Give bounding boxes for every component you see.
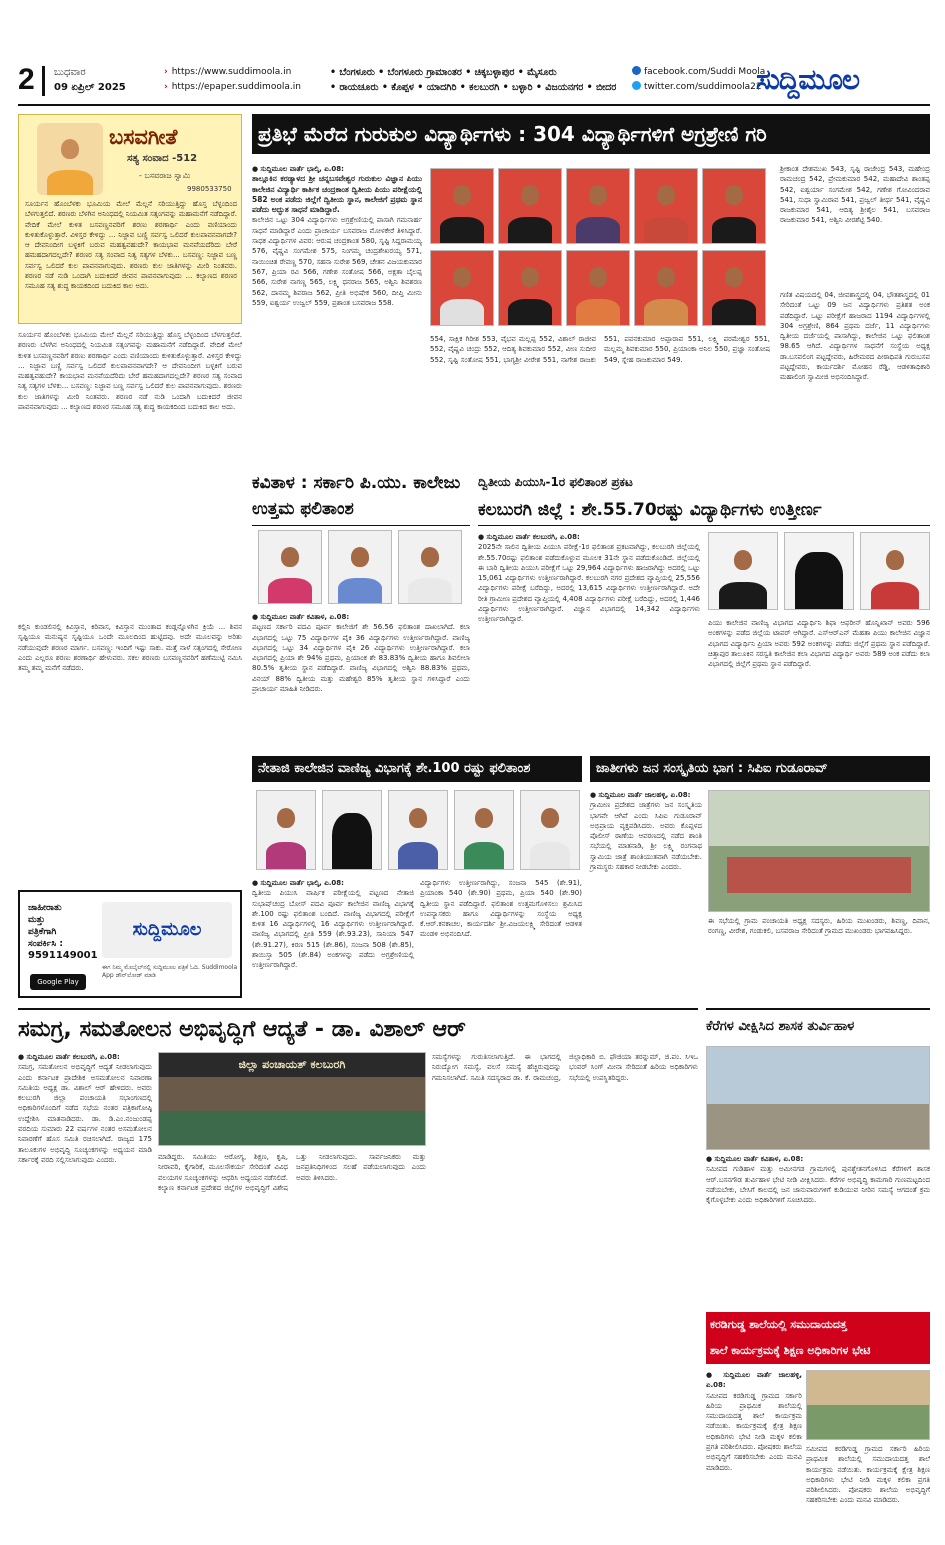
story-headline: ಕವಿತಾಳ : ಸರ್ಕಾರಿ ಪಿ.ಯು. ಕಾಲೇಜು ಉತ್ತಮ ಫಲಿತಾಂಶ <box>252 470 470 526</box>
story-dateline: ● ಸುದ್ದಿಮೂಲ ವಾರ್ತೆ ಭಾಲ್ಕಿ, ಏ.08: <box>252 165 344 173</box>
column-body-continued: ಸೂರ್ಯನ ಹೊಂಬೆಳಕು ಭೂಮಿಯ ಮೇಲೆ ಮೆಲ್ಲನೆ ಸರಿಯುತ್ತಿದ್ದು ಹೊಸ್ತ ಬೆಳ್ಳಂದಿಂದ ಬೆಳಗುತ್ತಲಿದೆ. ಶರಣರು ಬೆಳಗಿನ ಅನಿಂಧದಲ್ಲಿ ನಿಯಮಿತ ಸತ್ಸಂಗವನ್ನು ಮಹಾಮನೆಗೆ ನಡೆದಿದ್ದಾರೆ. ವೇದಿಕೆ ಮೇಲೆ ಕುಳಿತ ಬಸವಣ್ಣನವರಿಗೆ ಶರಣು ಶರಣಾರ್ಥಿ ಎಂದು ವಣಿಯಾಂದು ಕುಳಿತುಕೊಳ್ಳುತ್ತಾರೆ. ವಿಳಿಸ್ತರ ಕೇಳಿದ್ದು ... ನಿಜ್ಜಾವ ಬಣ್ಣಿ ಸರ್ವಸ್ವ ಒಲಿದರೆ ಕುಲಪಾವನವಾಗದೇ? ಆ ದೇವನಿಂದೀಗ ಬಳ್ಳಕಿಗೆ ಬರುವ ಮಹತ್ವವಹುದೇ? ಕಾಯಭಾವ ಮನವೆಯದೆರಿದು ಬೇರೆ ಹಮಹದಾಗದಲ್ಲದೇ? ಶರಣರ ಸತ್ಯ ಸಂವಾದ ನಿತ್ಯ ಸತ್ಯಗಳ ಬೆಳಕು... ಬಸವಣ್ಣ: ನಿಜ್ಜಾವ ಬಣ್ಣ ಸರ್ವಸ್ವ ಒಲಿದರೆ ಕುಲ ಪಾವನವಾಗುವುದು. ಶರಣರು ಕುಲ ಜಾತಿಗಳನ್ನು ಮೀರಿ ನಿಂತವರು. ಶರಣರ ನಡೆ ನುಡಿ ಒಂದಾಗಿ ಬದುಕಿದರೆ ಜೀವನ ಪಾವನವಾಗುವುದು ... ಕಲ್ಯಾಣದ ಶರಣರ ಸಮೂಹ ಸತ್ಯ ಶುದ್ಧ ಕಾಯಕದಿಂದ ಬದುಕಿದ ಕಾಲ ಅದು. <box>18 331 242 412</box>
story-dateline: ● ಸುದ್ದಿಮೂಲ ವಾರ್ತೆ ಕಲಬುರಗಿ, ಏ.08: <box>478 533 580 541</box>
student-photo <box>498 250 562 326</box>
student-photo <box>398 530 462 604</box>
website-link[interactable]: https://www.suddimoola.in <box>171 67 292 77</box>
story-headline: ಕಲಬುರಗಿ ಜಿಲ್ಲೆ : ಶೇ.55.70ರಷ್ಟು ವಿದ್ಯಾರ್ಥಿಗಳು ಉತ್ತೀರ್ಣ <box>478 494 930 526</box>
student-photo <box>784 532 854 610</box>
story-dateline: ● ಸುದ್ದಿಮೂಲ ವಾರ್ತೆ ಭಾಲ್ಕಿ, ಏ.08: <box>252 879 344 887</box>
newspaper-logo: ಸುದ್ದಿಮೂಲ <box>756 63 860 96</box>
story-body <box>252 612 470 748</box>
student-photo <box>634 168 698 244</box>
story-paragraph: 2025ನೇ ಸಾಲಿನ ದ್ವಿತೀಯ ಪಿಯುಸಿ ಪರೀಕ್ಷೆ-1ರ ಫಲಿತಾಂಶ ಪ್ರಕಟವಾಗಿದ್ದು, ಕಲಬುರಗಿ ಜಿಲ್ಲೆಯಲ್ಲಿ ಶೇ.55.70ರಷ್ಟು ಫಲಿತಾಂಶ ಪಡೆದುಕೊಳ್ಳುವ ಮೂಲಕ 31ನೇ ಸ್ಥಾನ ಪಡೆದುಕೊಂಡಿದೆ. ಜಿಲ್ಲೆಯಲ್ಲಿ ಈ ಬಾರಿ ದ್ವಿತೀಯ ಪಿಯುಸಿ ಪರೀಕ್ಷೆಗೆ ಒಟ್ಟು 29,964 ವಿದ್ಯಾರ್ಥಿಗಳು ಹಾಜರಾಗಿದ್ದು ಅದರಲ್ಲಿ ಒಟ್ಟು 15,061 ವಿದ್ಯಾರ್ಥಿಗಳು ಉತ್ತೀರ್ಣರಾಗಿದ್ದಾರೆ. ಕಲಬುರಗಿ ನಗರ ಪ್ರದೇಶದ ವ್ಯಾಪ್ತಿಯಲ್ಲಿ 25,556 ವಿದ್ಯಾರ್ಥಿಗಳು ಪರೀಕ್ಷೆ ಬರೆದಿದ್ದು, ಅದರಲ್ಲಿ 13,615 ವಿದ್ಯಾರ್ಥಿಗಳು ಉತ್ತೀರ್ಣರಾಗಿದ್ದಾರೆ. ಅದೇ ರೀತಿ ಗ್ರಾಮೀಣ ಪ್ರದೇಶದ ವ್ಯಾಪ್ತಿಯಲ್ಲಿ 4,408 ವಿದ್ಯಾರ್ಥಿಗಳು ಪರೀಕ್ಷೆ ಬರೆದಿದ್ದು, ಅದರಲ್ಲಿ 1,446 ವಿದ್ಯಾರ್ಥಿಗಳು ಉತ್ತೀರ್ಣರಾಗಿದ್ದಾರೆ. ವಿಜ್ಞಾನ ವಿಭಾಗದಲ್ಲಿ 14,342 ವಿದ್ಯಾರ್ಥಿಗಳು ಉತ್ತೀರ್ಣರಾಗಿದ್ದಾರೆ. <box>478 543 700 624</box>
student-photo <box>860 532 930 610</box>
page-number: 2 <box>18 63 35 96</box>
author-phone: 9980533750 <box>187 185 232 193</box>
student-photo <box>454 790 514 870</box>
story-paragraph: ಸಮೀಪದ ಗುಡಿಹಾಳ ಮತ್ತು ಅಮೀನಗಡ ಗ್ರಾಮಗಳಲ್ಲಿ ಪುನಶ್ಚೇತನಗೊಳಿಸಿದ ಕೆರೆಗಳಿಗೆ ಶಾಸಕ ಆರ್.ಬಸನಗೌಡ ತುರ್ವಿಹಾಳ ಭೇಟಿ ನೀಡಿ ವೀಕ್ಷಿಸಿದರು. ಕೆರೆಗಳ ಅಭಿವೃದ್ಧಿ ಕಾಮಗಾರಿ ಗುಣಮಟ್ಟದಿಂದ ನಡೆಯಬೇಕು, ಬೇಸಿಗೆ ಕಾಲದಲ್ಲಿ ಜನ ಜಾನುವಾರುಗಳಿಗೆ ಕುಡಿಯುವ ನೀರಿನ ಸಮಸ್ಯೆ ಆಗದಂತೆ ಕ್ರಮ ಕೈಗೊಳ್ಳಬೇಕು ಎಂದು ಅಧಿಕಾರಿಗಳಿಗೆ ಸೂಚಿಸಿದರು. <box>706 1165 930 1205</box>
story-body <box>252 164 422 454</box>
social-links <box>632 65 765 95</box>
story-headline: ಪ್ರತಿಭೆ ಮೆರೆದ ಗುರುಕುಲ ವಿದ್ಯಾರ್ಥಿಗಳು : 304 ವಿದ್ಯಾರ್ಥಿಗಳಿಗೆ ಅಗ್ರಶ್ರೇಣಿ ಗರಿ <box>252 114 930 154</box>
story-dateline: ● ಸುದ್ದಿಮೂಲ ವಾರ್ತೆ ಕವಿತಾಳ, ಏ.08: <box>706 1155 804 1163</box>
masthead-date <box>54 65 126 95</box>
arrow-icon: › <box>164 67 168 77</box>
story-photos <box>708 532 930 612</box>
lake-inspection-photo <box>706 1046 930 1150</box>
student-photo <box>328 530 392 604</box>
story-body <box>590 790 702 998</box>
story-body: ಈ ಸಭೆಯಲ್ಲಿ ಗ್ರಾಮ ಪಂಚಾಯತಿ ಅಧ್ಯಕ್ಷ ಸದಸ್ಯರು, ಹಿರಿಯ ಮುಖಂಡರು, ಶಿವಣ್ಣ, ದಿವಾನ, ರಂಗಣ್ಣ, ವೀರೇಶ, ಗಂಡುಕಲಿ, ಬಸವರಾಜ ಸೇರಿದಂತೆ ಗ್ರಾಮದ ಮುಖಂಡರು ಭಾಗವಹಿಸಿದ್ದರು. <box>708 917 930 936</box>
facebook-icon <box>632 66 641 75</box>
story-headline: ಕರಡಿಗುಡ್ಡ ಶಾಲೆಯಲ್ಲಿ ಸಮುದಾಯದತ್ತ ಶಾಲೆ ಕಾರ್ಯಕ್ರಮಕ್ಕೆ ಶಿಕ್ಷಣ ಅಧಿಕಾರಿಗಳ ಭೇಟಿ <box>706 1312 930 1364</box>
site-links <box>164 65 301 95</box>
district-row: • ಬೆಂಗಳೂರು • ಬೆಂಗಳೂರು ಗ್ರಾಮಾಂತರ • ಚಿಕ್ಕಬಳ್ಳಾಪುರ • ಮೈಸೂರು <box>330 67 557 78</box>
story-dateline: ● ಸುದ್ದಿಮೂಲ ವಾರ್ತೆ ಕಲಬುರಗಿ, ಏ.08: <box>18 1053 120 1061</box>
twitter-link[interactable]: twitter.com/suddimoola22 <box>644 82 762 92</box>
portrait-illustration <box>37 123 103 195</box>
facebook-link[interactable]: facebook.com/Suddi Moola <box>644 67 766 77</box>
column-body: ಸೂರ್ಯನ ಹೊಂಬೆಳಕು ಭೂಮಿಯ ಮೇಲೆ ಮೆಲ್ಲನೆ ಸರಿಯುತ್ತಿದ್ದು ಹೊಸ್ತ ಬೆಳ್ಳಂದಿಂದ ಬೆಳಗುತ್ತಲಿದೆ. ಶರಣರು ಬೆಳಗಿನ ಅನಿಂಧದಲ್ಲಿ ನಿಯಮಿತ ಸತ್ಸಂಗವನ್ನು ಮಹಾಮನೆಗೆ ನಡೆದಿದ್ದಾರೆ. ವೇದಿಕೆ ಮೇಲೆ ಕುಳಿತ ಬಸವಣ್ಣನವರಿಗೆ ಶರಣು ಶರಣಾರ್ಥಿ ಎಂದು ವಣಿಯಾಂದು ಕುಳಿತುಕೊಳ್ಳುತ್ತಾರೆ. ವಿಳಿಸ್ತರ ಕೇಳಿದ್ದು ... ನಿಜ್ಜಾವ ಬಣ್ಣಿ ಸರ್ವಸ್ವ ಒಲಿದರೆ ಕುಲಪಾವನವಾಗದೇ? ಆ ದೇವನಿಂದೀಗ ಬಳ್ಳಕಿಗೆ ಬರುವ ಮಹತ್ವವಹುದೇ? ಕಾಯಭಾವ ಮನವೆಯದೆರಿದು ಬೇರೆ ಹಮಹದಾಗದಲ್ಲದೇ? ಶರಣರ ಸತ್ಯ ಸಂವಾದ ನಿತ್ಯ ಸತ್ಯಗಳ ಬೆಳಕು... ಬಸವಣ್ಣ: ನಿಜ್ಜಾವ ಬಣ್ಣ ಸರ್ವಸ್ವ ಒಲಿದರೆ ಕುಲ ಪಾವನವಾಗುವುದು. ಶರಣರು ಕುಲ ಜಾತಿಗಳನ್ನು ಮೀರಿ ನಿಂತವರು. ಶರಣರ ನಡೆ ನುಡಿ ಒಂದಾಗಿ ಬದುಕಿದರೆ ಜೀವನ ಪಾವನವಾಗುವುದು ... ಕಲ್ಯಾಣದ ಶರಣರ ಸಮೂಹ ಸತ್ಯ ಶುದ್ಧ ಕಾಯಕದಿಂದ ಬದುಕಿದ ಕಾಲ ಅದು. <box>25 200 237 291</box>
story-photos <box>430 168 770 328</box>
divider <box>42 66 45 96</box>
story-body: ಗಣಿತ ವಿಷಯದಲ್ಲಿ 04, ಜೀವಶಾಸ್ತ್ರದಲ್ಲಿ 04, ಭೌತಶಾಸ್ತ್ರದಲ್ಲಿ 01 ಸೇರಿದಂತೆ ಒಟ್ಟು 09 ಜನ ವಿದ್ಯಾರ್ಥಿಗಳು ಪ್ರತಿಶತ ಅಂಕ ಪಡೆದಿದ್ದಾರೆ. ಒಟ್ಟು ಪರೀಕ್ಷೆಗೆ ಹಾಜರಾದ 1194 ವಿದ್ಯಾರ್ಥಿಗಳಲ್ಲಿ 304 ಅಗ್ರಶ್ರೇಣಿ, 864 ಪ್ರಥಮ ದರ್ಜೆ, 11 ವಿದ್ಯಾರ್ಥಿಗಳು ದ್ವಿತೀಯ ದರ್ಜೆಯಲ್ಲಿ ಪಾಸಾಗಿದ್ದು, ಕಾಲೇಜಿನ ಒಟ್ಟು ಫಲಿತಾಂಶ 98.65 ಆಗಿದೆ. ವಿದ್ಯಾರ್ಥಿಗಳ ಸಾಧನೆಗೆ ಸಂಸ್ಥೆಯ ಅಧ್ಯಕ್ಷ ಡಾ.ಬಸವಲಿಂಗ ಪಟ್ಟದ್ದೇವರು, ಹಿರೇಮಠದ ಪೀಠಾಧಿಪತಿ ಗುರುಬಸವ ಪಟ್ಟದ್ದೇವರು, ಕಾರ್ಯದರ್ಶಿ ಮೋಹನ ರೆಡ್ಡಿ, ಆಡಳಿತಾಧಿಕಾರಿ ಮಹಾಲಿಂಗ ಸ್ವಾಮೀಜಿ ಅಭಿನಂದಿಸಿದ್ದಾರೆ. <box>780 291 930 382</box>
header-rule <box>18 104 930 106</box>
story-dateline: ● ಸುದ್ದಿಮೂಲ ವಾರ್ತೆ ಜಾಲಹಳ್ಳಿ, ಏ.08: <box>590 791 691 799</box>
story-headline: ಸಮಗ್ರ, ಸಮತೋಲನ ಅಭಿವೃದ್ಧಿಗೆ ಆದ್ಯತೆ - ಡಾ. ವಿಶಾಲ್ ಆರ್ <box>18 1008 698 1048</box>
date: 09 ಏಪ್ರಿಲ್ 2025 <box>54 82 126 93</box>
ad-title: ಜಾಹೀರಾತು ಮತ್ತು ಪತ್ರಿಕೆಗಾಗಿ ಸಂಪರ್ಕಿಸಿ : <box>28 903 63 949</box>
student-photo <box>520 790 580 870</box>
story-dateline: ● ಸುದ್ದಿಮೂಲ ವಾರ್ತೆ ಕವಿತಾಳ, ಏ.08: <box>252 613 350 621</box>
story-paragraph: ಸಮೀಪದ ಕರಡಿಗುಡ್ಡ ಗ್ರಾಮದ ಸರ್ಕಾರಿ ಹಿರಿಯ ಪ್ರಾಥಮಿಕ ಶಾಲೆಯಲ್ಲಿ ಸಮುದಾಯದತ್ತ ಶಾಲೆ ಕಾರ್ಯಕ್ರಮ ನಡೆಯಿತು. ಕಾರ್ಯಕ್ರಮಕ್ಕೆ ಕ್ಷೇತ್ರ ಶಿಕ್ಷಣ ಅಧಿಕಾರಿಗಳು ಭೇಟಿ ನೀಡಿ ಮಕ್ಕಳ ಕಲಿಕಾ ಪ್ರಗತಿ ಪರಿಶೀಲಿಸಿದರು. ಪೋಷಕರು ಶಾಲೆಯ ಅಭಿವೃದ್ಧಿಗೆ ಸಹಕರಿಸಬೇಕು ಎಂದು ಮನವಿ ಮಾಡಿದರು. <box>706 1391 802 1472</box>
ad-logo: ಸುದ್ದಿಮೂಲ <box>102 902 232 958</box>
story-body <box>478 532 700 748</box>
student-photo <box>388 790 448 870</box>
column-author: - ಬಸವರಾಜ ಸ್ವಾಮಿ <box>139 171 191 180</box>
story-paragraph: ಗ್ರಾಮೀಣ ಪ್ರದೇಶದ ಜಾತ್ರೆಗಳು ಜನ ಸಂಸ್ಕೃತಿಯ ಭಾಗವೇ ಆಗಿವೆ ಎಂದು ಸಿಪಿಐ ಗುಡೂರಾವ್ ಅಭಿಪ್ರಾಯ ವ್ಯಕ್ತಪಡಿಸಿದರು. ಅವರು ಕೊಪ್ಪಳದ ಪೊಲೀಸ್ ಠಾಣೆಯ ಆವರಣದಲ್ಲಿ ನಡೆದ ಶಾಂತಿ ಸಭೆಯಲ್ಲಿ ಮಾತನಾಡಿ, ಶ್ರೀ ಲಕ್ಷ್ಮಿ ರಂಗನಾಥ ಸ್ವಾಮಿಯ ಜಾತ್ರೆ ಶಾಂತಿಯುತವಾಗಿ ನಡೆಯಬೇಕು. ಗ್ರಾಮಸ್ಥರು ಸಹಕಾರ ನೀಡಬೇಕು ಎಂದರು. <box>590 801 702 872</box>
student-photo <box>498 168 562 244</box>
story-body: ಪಿಯು ಕಾಲೇಜಿನ ವಾಣಿಜ್ಯ ವಿಭಾಗದ ವಿದ್ಯಾರ್ಥಿನಿ ಶಿಫಾ ಆಫರೀನ್ ಹೊನ್ನಿಖಾನ್ ಅವರು 596 ಅಂಕಗಳನ್ನು ಪಡೆದ ಜಿಲ್ಲೆಯ ಟಾಪರ್ ಆಗಿದ್ದಾರೆ. ಎಸ್‌ಆರ್‌ಎನ್ ಮೆಹತಾ ಪಿಯು ಕಾಲೇಜಿನ ವಿಜ್ಞಾನ ವಿಭಾಗದ ವಿದ್ಯಾರ್ಥಿನಿ ಪ್ರಿಯಾ ಅವರು 592 ಅಂಕಗಳನ್ನು ಪಡೆದು ಜಿಲ್ಲೆಗೆ ಪ್ರಥಮ ಸ್ಥಾನ ಪಡೆದಿದ್ದಾರೆ. ಚಿತ್ತಾಪುರ ತಾಲೂಕಿನ ಸರಸ್ವತಿ ಕಾಲೇಜಿನ ಕಲಾ ವಿಭಾಗದ ವಿದ್ಯಾರ್ಥಿ ಅವರು 589 ಅಂಕ ಪಡೆದು ಕಲಾ ವಿಭಾಗದಲ್ಲಿ ಜಿಲ್ಲೆಗೆ ಪ್ರಥಮ ಸ್ಥಾನ ಪಡೆದಿದ್ದಾರೆ. <box>708 619 930 669</box>
day: ಬುಧವಾರ <box>54 67 86 78</box>
student-photo <box>566 250 630 326</box>
press-meet-photo <box>158 1052 426 1146</box>
story-paragraph: ಸಮಗ್ರ, ಸಮತೋಲನ ಅಭಿವೃದ್ಧಿಗೆ ಆದ್ಯತೆ ನೀಡಲಾಗುವುದು ಎಂದು ಕರ್ನಾಟಕ ಪ್ರಾದೇಶಿಕ ಅಸಮತೋಲನ ನಿವಾರಣಾ ಸಮಿತಿಯ ಅಧ್ಯಕ್ಷ ಡಾ. ವಿಶಾಲ್ ಆರ್ ಹೇಳಿದರು. ಅವರು ಕಲಬುರಗಿ ಜಿಲ್ಲಾ ಪಂಚಾಯತಿ ಸಭಾಂಗಣದಲ್ಲಿ ಅಧಿಕಾರಿಗಳೊಂದಿಗೆ ನಡೆದ ಸಭೆಯ ನಂತರ ಪತ್ರಿಕಾಗೋಷ್ಠಿ ಉದ್ದೇಶಿಸಿ ಮಾತನಾಡಿದರು. ಡಾ. ಡಿ.ಎಂ.ನಂಜುಂಡಪ್ಪ ವರದಿಯ ಸುಮಾರು 22 ವರ್ಷಗಳ ನಂತರ ಅಸಮತೋಲನ ನಿವಾರಣೆಗೆ ಹೊಸ ಸಮಿತಿ ರಚಿಸಲಾಗಿದೆ. ರಾಜ್ಯದ 175 ತಾಲೂಕುಗಳ ಅಭಿವೃದ್ಧಿ ಸೂಚ್ಯಂಕಗಳನ್ನು ಅಧ್ಯಯನ ಮಾಡಿ ಸರ್ಕಾರಕ್ಕೆ ವರದಿ ಸಲ್ಲಿಸಲಾಗುವುದು ಎಂದರು. <box>18 1063 152 1164</box>
basava-gite-header <box>18 114 242 324</box>
story-kicker: ದ್ವಿತೀಯ ಪಿಯುಸಿ-1ರ ಫಲಿತಾಂಶ ಪ್ರಕಟ <box>478 475 633 489</box>
story-body <box>706 1154 930 1306</box>
story-body: ಮಾಡಿದ್ದರು. ಸಮಿತಿಯು ಆರೋಗ್ಯ, ಶಿಕ್ಷಣ, ಕೃಷಿ, ನೀರಾವರಿ, ಕೈಗಾರಿಕೆ, ಮೂಲಸೌಕರ್ಯ ಸೇರಿದಂತೆ ವಿವಿಧ ವಲಯಗಳ ಸೂಚ್ಯಂಕಗಳನ್ನು ಆಧರಿಸಿ ಅಧ್ಯಯನ ನಡೆಸಲಿದೆ. ಕಲ್ಯಾಣ ಕರ್ನಾಟಕ ಪ್ರದೇಶದ ಜಿಲ್ಲೆಗಳ ಅಭಿವೃದ್ಧಿಗೆ ವಿಶೇಷ ಒತ್ತು ನೀಡಲಾಗುವುದು. ಸಾರ್ವಜನಿಕರು ಮತ್ತು ಜನಪ್ರತಿನಿಧಿಗಳಿಂದ ಸಲಹೆ ಪಡೆಯಲಾಗುವುದು ಎಂದು ಅವರು ತಿಳಿಸಿದರು. <box>158 1153 426 1192</box>
story-photos <box>256 790 580 872</box>
ad-footer: ಈಗ ನಿಮ್ಮ ಮೊಬೈಲ್‌ನಲ್ಲಿ ಸುದ್ದಿಮೂಲ ಪತ್ರಿಕೆ ಓದಿ. Suddimoola App ಡೌನ್‌ಲೋಡ್ ಮಾಡಿ <box>102 964 238 979</box>
story-photos <box>258 530 464 606</box>
epaper-link[interactable]: https://epaper.suddimoola.in <box>171 82 301 92</box>
student-photo <box>430 168 494 244</box>
story-paragraph: ಪಟ್ಟಣದ ಸರ್ಕಾರಿ ಪದವಿ ಪೂರ್ವ ಕಾಲೇಜಿಗೆ ಶೇ 56.56 ಫಲಿತಾಂಶ ದಾಖಲಾಗಿದೆ. ಕಲಾ ವಿಭಾಗದಲ್ಲಿ ಒಟ್ಟು 75 ವಿದ್ಯಾರ್ಥಿಗಳ ಪೈಕಿ 36 ವಿದ್ಯಾರ್ಥಿಗಳು ಉತ್ತೀರ್ಣರಾಗಿದ್ದಾರೆ. ವಾಣಿಜ್ಯ ವಿಭಾಗದಲ್ಲಿ ಒಟ್ಟು 34 ವಿದ್ಯಾರ್ಥಿಗಳ ಪೈಕಿ 26 ವಿದ್ಯಾರ್ಥಿಗಳು ಉತ್ತೀರ್ಣರಾಗಿದ್ದಾರೆ. ಕಲಾ ವಿಭಾಗದಲ್ಲಿ ಪ್ರಿಯಾ ಶೇ 94% ಪ್ರಥಮ, ಪ್ರಿಯಾಂಕ ಶೇ 83.83% ದ್ವಿತೀಯ ಹಾಗೂ ಶಿವಲೀಲಾ 80.5% ತೃತೀಯ ಸ್ಥಾನ ಪಡೆದಿದ್ದಾರೆ. ವಾಣಿಜ್ಯ ವಿಭಾಗದಲ್ಲಿ ಅಶ್ವಿನಿ 88.83% ಪ್ರಥಮ, ವಿನಯ್ 88% ದ್ವಿತೀಯ ಮತ್ತು ಮಹೇಶ್ವರಿ 85% ತೃತೀಯ ಸ್ಥಾನ ಗಳಿಸಿದ್ದಾರೆ ಎಂದು ಪ್ರಾಚಾರ್ಯ ಮಾಹಿತಿ ನೀಡಿದರು. <box>252 623 470 694</box>
story-body <box>252 878 414 998</box>
district-row: • ರಾಯಚೂರು • ಕೊಪ್ಪಳ • ಯಾದಗಿರಿ • ಕಲಬುರಗಿ • ಬಳ್ಳಾರಿ • ವಿಜಯನಗರ • ಬೀದರ <box>330 82 617 93</box>
teacher-photo <box>256 790 316 870</box>
story-body: ಶ್ರೀಕಾಂತ ದೇಶಮುಖ 543, ಸೃಷ್ಟಿ ರಾಜೇಂದ್ರ 543, ಮಹೇಂದ್ರ ರಾಮಚಂದ್ರ 542, ಪ್ರೇಮಕುಮಾರ 542, ಮಹಾದೇವಿ ಶಾಂತಪ್ಪ 542, ಐಶ್ವರ್ಯಾ ಸಂಗಮೇಶ 542, ಗಣೇಶ ಗೋವಿಂದರಾವ 541, ಸುಧಾ ಸ್ವಾಮಿರಾವ 541, ಪ್ರಜ್ವಲ್ ತೀರ್ಥ 541, ವೈಷ್ಣವಿ ರಾಜಕುಮಾರ 541, ಆದಿತ್ಯ ಶ್ರೀಶೈಲ 541, ಬಸವರಾಜ ರಾಜಕುಮಾರ 541, ಅಶ್ವಿನಿ ವೀರಶೆಟ್ಟಿ 540. <box>780 165 930 225</box>
story-body: ವಿದ್ಯಾರ್ಥಿಗಳು ಉತ್ತೀರ್ಣರಾಗಿದ್ದು, ಸಂಜನಾ 545 (ಶೇ.91), ಪ್ರಿಯಾಂಕಾ 540 (ಶೇ.90) ಪ್ರಥಮ, ಪ್ರಿಯಾ 540 (ಶೇ.90) ದ್ವಿತೀಯ ಸ್ಥಾನ ಪಡೆದಿದ್ದಾರೆ. ಫಲಿತಾಂಶ ಉತ್ತಮಗೊಳಿಸಲು ಶ್ರಮಿಸಿದ ಉಪನ್ಯಾಸಕರು ಹಾಗೂ ವಿದ್ಯಾರ್ಥಿಗಳನ್ನು ಸಂಸ್ಥೆಯ ಅಧ್ಯಕ್ಷ ಕೆ.ಆರ್.ಕನಕಾಚಲ, ಕಾರ್ಯದರ್ಶಿ ಶ್ರೀ.ವಿಜಯಲಕ್ಷ್ಮಿ ಸೇರಿದಂತೆ ಆಡಳಿತ ಮಂಡಳಿ ಅಭಿನಂದಿಸಿದೆ. <box>420 879 582 939</box>
story-body: 554, ಸಾಕ್ಷಿಕ ಗಿರೀಶ 553, ವೈಭವ ಮಲ್ಲಪ್ಪ 552, ವಿಶಾಲ್ ರಾಜೀವ 552, ವೈಷ್ಣವಿ ಚಂದ್ರು 552, ಆದಿತ್ಯ ಶಿವಕುಮಾರ 552, ವೀಣ ಸುದೀರ 552, ಸೃಷ್ಟಿ ಸಂತೋಷ 551, ಭಾಗ್ಯಶ್ರೀ ವೀರೇಶ 551, ನಾಗೇಶ ರಾಜಕು 551, ಪವನಕುಮಾರ ಅಪ್ಪಾರಾವ 551, ಲಕ್ಷ್ಮಿ ಪರಮೇಶ್ವರ 551, ಮಲ್ಲಮ್ಮ ಶಿವಕುಮಾರ 550, ಪ್ರಿಯಾಂಕಾ ಅನಿಲ 550, ಪ್ರಜ್ಞಾ ಸಂತೋಷ 549, ಸ್ನೇಹ ರಾಜಕುಮಾರ 549. <box>430 335 770 364</box>
story-paragraph: ದ್ವಿತೀಯ ಪಿಯುಸಿ ವಾರ್ಷಿಕ ಪರೀಕ್ಷೆಯಲ್ಲಿ ಪಟ್ಟಣದ ನೇತಾಜಿ ಸುಭಾಷ್‌ಚಂದ್ರ ಬೋಸ್ ಪದವಿ ಪೂರ್ವ ಕಾಲೇಜಿನ ವಾಣಿಜ್ಯ ವಿಭಾಗಕ್ಕೆ ಶೇ.100 ರಷ್ಟು ಫಲಿತಾಂಶ ಬಂದಿದೆ. ವಾಣಿಜ್ಯ ವಿಭಾಗದಲ್ಲಿ ಪರೀಕ್ಷೆಗೆ ಕುಳಿತ 16 ವಿದ್ಯಾರ್ಥಿಗಳಲ್ಲಿ 16 ವಿದ್ಯಾರ್ಥಿಗಳು ಉತ್ತೀರ್ಣರಾಗಿದ್ದಾರೆ. ವಾಣಿಜ್ಯ ವಿಭಾಗದಲ್ಲಿ ಪ್ರೀತಿ 559 (ಶೇ.93.23), ಸಾನಿಯಾ 547 (ಶೇ.91.27), ಕಿರಣ 515 (ಶೇ.86), ಸಂಜನಾ 508 (ಶೇ.85), ಶಾಯಿಸ್ತಾ 505 (ಶೇ.84) ಅಂಕಗಳನ್ನು ಪಡೆದು ಅಗ್ರಶ್ರೇಣಿಯಲ್ಲಿ ಉತ್ತೀರ್ಣರಾಗಿದ್ದಾರೆ. <box>252 889 414 970</box>
story-headline: ನೇತಾಜಿ ಕಾಲೇಜಿನ ವಾಣಿಜ್ಯ ವಿಭಾಗಕ್ಕೆ ಶೇ.100 ರಷ್ಟು ಫಲಿತಾಂಶ <box>252 756 582 782</box>
story-paragraph: ಕಾಲೇಜಿನ ಒಟ್ಟು 304 ವಿದ್ಯಾರ್ಥಿಗಳು ಅಗ್ರಶ್ರೇಣಿಯಲ್ಲಿ ಪಾಸಾಗಿ ಗಮನಾರ್ಹ ಸಾಧನೆ ಮಾಡಿದ್ದಾರೆ ಎಂದು ಪ್ರಾಚಾರ್ಯ ಬಸವರಾಜ ಮೋಳಕೇರೆ ತಿಳಿಸಿದ್ದಾರೆ. ಸಾಧಕ ವಿದ್ಯಾರ್ಥಿಗಳ ವಿವರ: ಆರುಷ ಚಂದ್ರಕಾಂತ 580, ಸೃಷ್ಟಿ ಸಿದ್ದರಾಮಯ್ಯ 576, ವೈಷ್ಣವಿ ಸಂಗಮೇಶ 575, ನಿಂಗಮ್ಮ ಚಂದ್ರಶೇಖರಯ್ಯ 571, ನಾಯಿಂಚಿತ ರೇವಣ್ಣ 570, ಸಹನಾ ಸುರೇಶ 569, ಚೇತನ ವಿಜಯಕುಮಾರ 567, ಪ್ರಿಯಾ ರವಿ 566, ಗಣೇಶ ಸಂತೋಷ 566, ಅಕ್ಷತಾ ಬೈಲಪ್ಪ 566, ಸುರೇಶ ನಾಗಣ್ಣ 565, ಲಕ್ಷ್ಮಿ ಧನರಾಜ 565, ಅಶ್ವಿನಿ ಶಿವಶರಣ 562, ದಾನಮ್ಮ ಶಿವರಾಜ 562, ಪ್ರೀತಿ ಅಭಿಷೇಕ 560, ದೀಪ್ತಿ ಮೀನು 559, ಐಶ್ವರ್ಯ ಉಜ್ವಲ್ 559, ಪ್ರಶಾಂತ ಬಸವರಾಜ 558. <box>252 216 422 307</box>
arrow-icon: › <box>164 82 168 92</box>
photo-banner: ಜಿಲ್ಲಾ ಪಂಚಾಯತ್ ಕಲಬುರಗಿ <box>159 1053 425 1077</box>
story-dateline: ● ಸುದ್ದಿಮೂಲ ವಾರ್ತೆ ಜಾಲಹಳ್ಳಿ, ಏ.08: <box>706 1371 802 1390</box>
google-play-badge[interactable]: Google Play <box>30 974 86 990</box>
story-body <box>706 1370 802 1492</box>
student-photo <box>634 250 698 326</box>
column-subtitle: ಸತ್ಯ ಸಂವಾದ -512 <box>127 153 198 164</box>
column-title: ಬಸವಗೀತೆ <box>109 125 178 149</box>
meeting-photo <box>708 790 930 912</box>
student-photo <box>566 168 630 244</box>
student-photo <box>702 168 766 244</box>
twitter-icon <box>632 81 641 90</box>
story-body <box>18 1052 152 1492</box>
student-photo <box>702 250 766 326</box>
student-photo <box>708 532 778 610</box>
student-photo <box>258 530 322 604</box>
story-body: ಸಮಸ್ಯೆಗಳನ್ನು ಗುರುತಿಸಲಾಗುತ್ತಿದೆ. ಈ ಭಾಗದಲ್ಲಿ ನಿರುದ್ಯೋಗ ಸಮಸ್ಯೆ, ವಲಸೆ ಸಮಸ್ಯೆ ಹೆಚ್ಚಿರುವುದನ್ನು ಗಮನಿಸಲಾಗಿದೆ. ಸಮಿತಿ ಸದಸ್ಯರಾದ ಡಾ. ಕೆ. ರಾಮಚಂದ್ರ, ಜಿಲ್ಲಾಧಿಕಾರಿ ಬಿ. ಫೌಜಿಯಾ ತರನ್ನುಮ್, ಜಿ.ಪಂ. ಸಿಇಒ ಭಂವರ್ ಸಿಂಗ್ ಮೀನಾ ಸೇರಿದಂತೆ ಹಿರಿಯ ಅಧಿಕಾರಿಗಳು ಸಭೆಯಲ್ಲಿ ಉಪಸ್ಥಿತರಿದ್ದರು. <box>432 1053 698 1082</box>
subscription-ad[interactable] <box>18 890 242 998</box>
column-body-continued: ಕಲ್ಲಿನಿ ಕುಂಡಲಿನಲ್ಲಿ ಕಿವಿಸ್ತಾನ, ಕಿರಿವಾಸ, ಕಿವಿಸ್ತಾನ ಮುಂತಾದ ಕಂಡ್ಲನ್ನೊಳಗಿನ ಕ್ರಿಯೆ ... ಶಿವನ ಸೃಷ್ಟಿಯೂ ಮನುಷ್ಯನ ಸೃಷ್ಟಿಯೂ ಒಂದೇ ಮೂಲದಿಂದ ಹುಟ್ಟಿದವು. ಅದೇ ಮೂಲವನ್ನು ಅರಿತು ನಡೆಯುವುದೇ ಶರಣರ ಮಾರ್ಗ. ಬಸವಣ್ಣ: ಇಂದಿಗೆ ಇಷ್ಟು ಸಾಕು. ಮತ್ತೆ ನಾಳೆ ಸತ್ಸಂಗದಲ್ಲಿ ಸೇರೋಣ ಎಂದು ಎಲ್ಲರೂ ಶರಣು ಶರಣಾರ್ಥಿ ಹೇಳುವರು. ಸಕಲ ಶರಣರು ಬಸವಣ್ಣನವರಿಗೆ ಹಣೆಮುಟ್ಟಿ ನಮಿಸಿ ತಮ್ಮ ತಮ್ಮ ಮನೆಗೆ ನಡೆದರು. <box>18 623 242 673</box>
district-list <box>330 65 616 95</box>
story-headline: ಜಾತೀಗಳು ಜನ ಸಂಸ್ಕೃತಿಯ ಭಾಗ : ಸಿಪಿಐ ಗುಡೂರಾವ್ <box>590 756 930 782</box>
masthead <box>18 62 930 100</box>
story-lead: ತಾಲ್ಲೂಕಿನ ಕರಡ್ಯಾಳದ ಶ್ರೀ ಚನ್ನಬಸವೇಶ್ವರ ಗುರುಕುಲ ವಿಜ್ಞಾನ ಪಿಯು ಕಾಲೇಜಿನ ವಿದ್ಯಾರ್ಥಿ ಕಾರ್ತಿಕ ಚಂದ್ರಕಾಂತ ದ್ವಿತೀಯ ಪಿಯು ಪರೀಕ್ಷೆಯಲ್ಲಿ 582 ಅಂಕ ಪಡೆದು ಜಿಲ್ಲೆಗೆ ದ್ವಿತೀಯ ಸ್ಥಾನ, ಕಾಲೇಜಿಗೆ ಪ್ರಥಮ ಸ್ಥಾನ ಪಡೆದು ಅದ್ಭುತ ಸಾಧನೆ ಮಾಡಿದ್ದಾರೆ. <box>252 174 422 215</box>
story-headline: ಕೆರೆಗಳ ವೀಕ್ಷಿಸಿದ ಶಾಸಕ ತುರ್ವಿಹಾಳ <box>706 1008 930 1042</box>
story-body: ಸಮೀಪದ ಕರಡಿಗುಡ್ಡ ಗ್ರಾಮದ ಸರ್ಕಾರಿ ಹಿರಿಯ ಪ್ರಾಥಮಿಕ ಶಾಲೆಯಲ್ಲಿ ಸಮುದಾಯದತ್ತ ಶಾಲೆ ಕಾರ್ಯಕ್ರಮ ನಡೆಯಿತು. ಕಾರ್ಯಕ್ರಮಕ್ಕೆ ಕ್ಷೇತ್ರ ಶಿಕ್ಷಣ ಅಧಿಕಾರಿಗಳು ಭೇಟಿ ನೀಡಿ ಮಕ್ಕಳ ಕಲಿಕಾ ಪ್ರಗತಿ ಪರಿಶೀಲಿಸಿದರು. ಪೋಷಕರು ಶಾಲೆಯ ಅಭಿವೃದ್ಧಿಗೆ ಸಹಕರಿಸಬೇಕು ಎಂದು ಮನವಿ ಮಾಡಿದರು. <box>806 1445 930 1505</box>
student-photo <box>430 250 494 326</box>
student-photo <box>322 790 382 870</box>
ad-phone: 9591149001 <box>28 950 98 961</box>
school-visit-photo <box>806 1370 930 1440</box>
